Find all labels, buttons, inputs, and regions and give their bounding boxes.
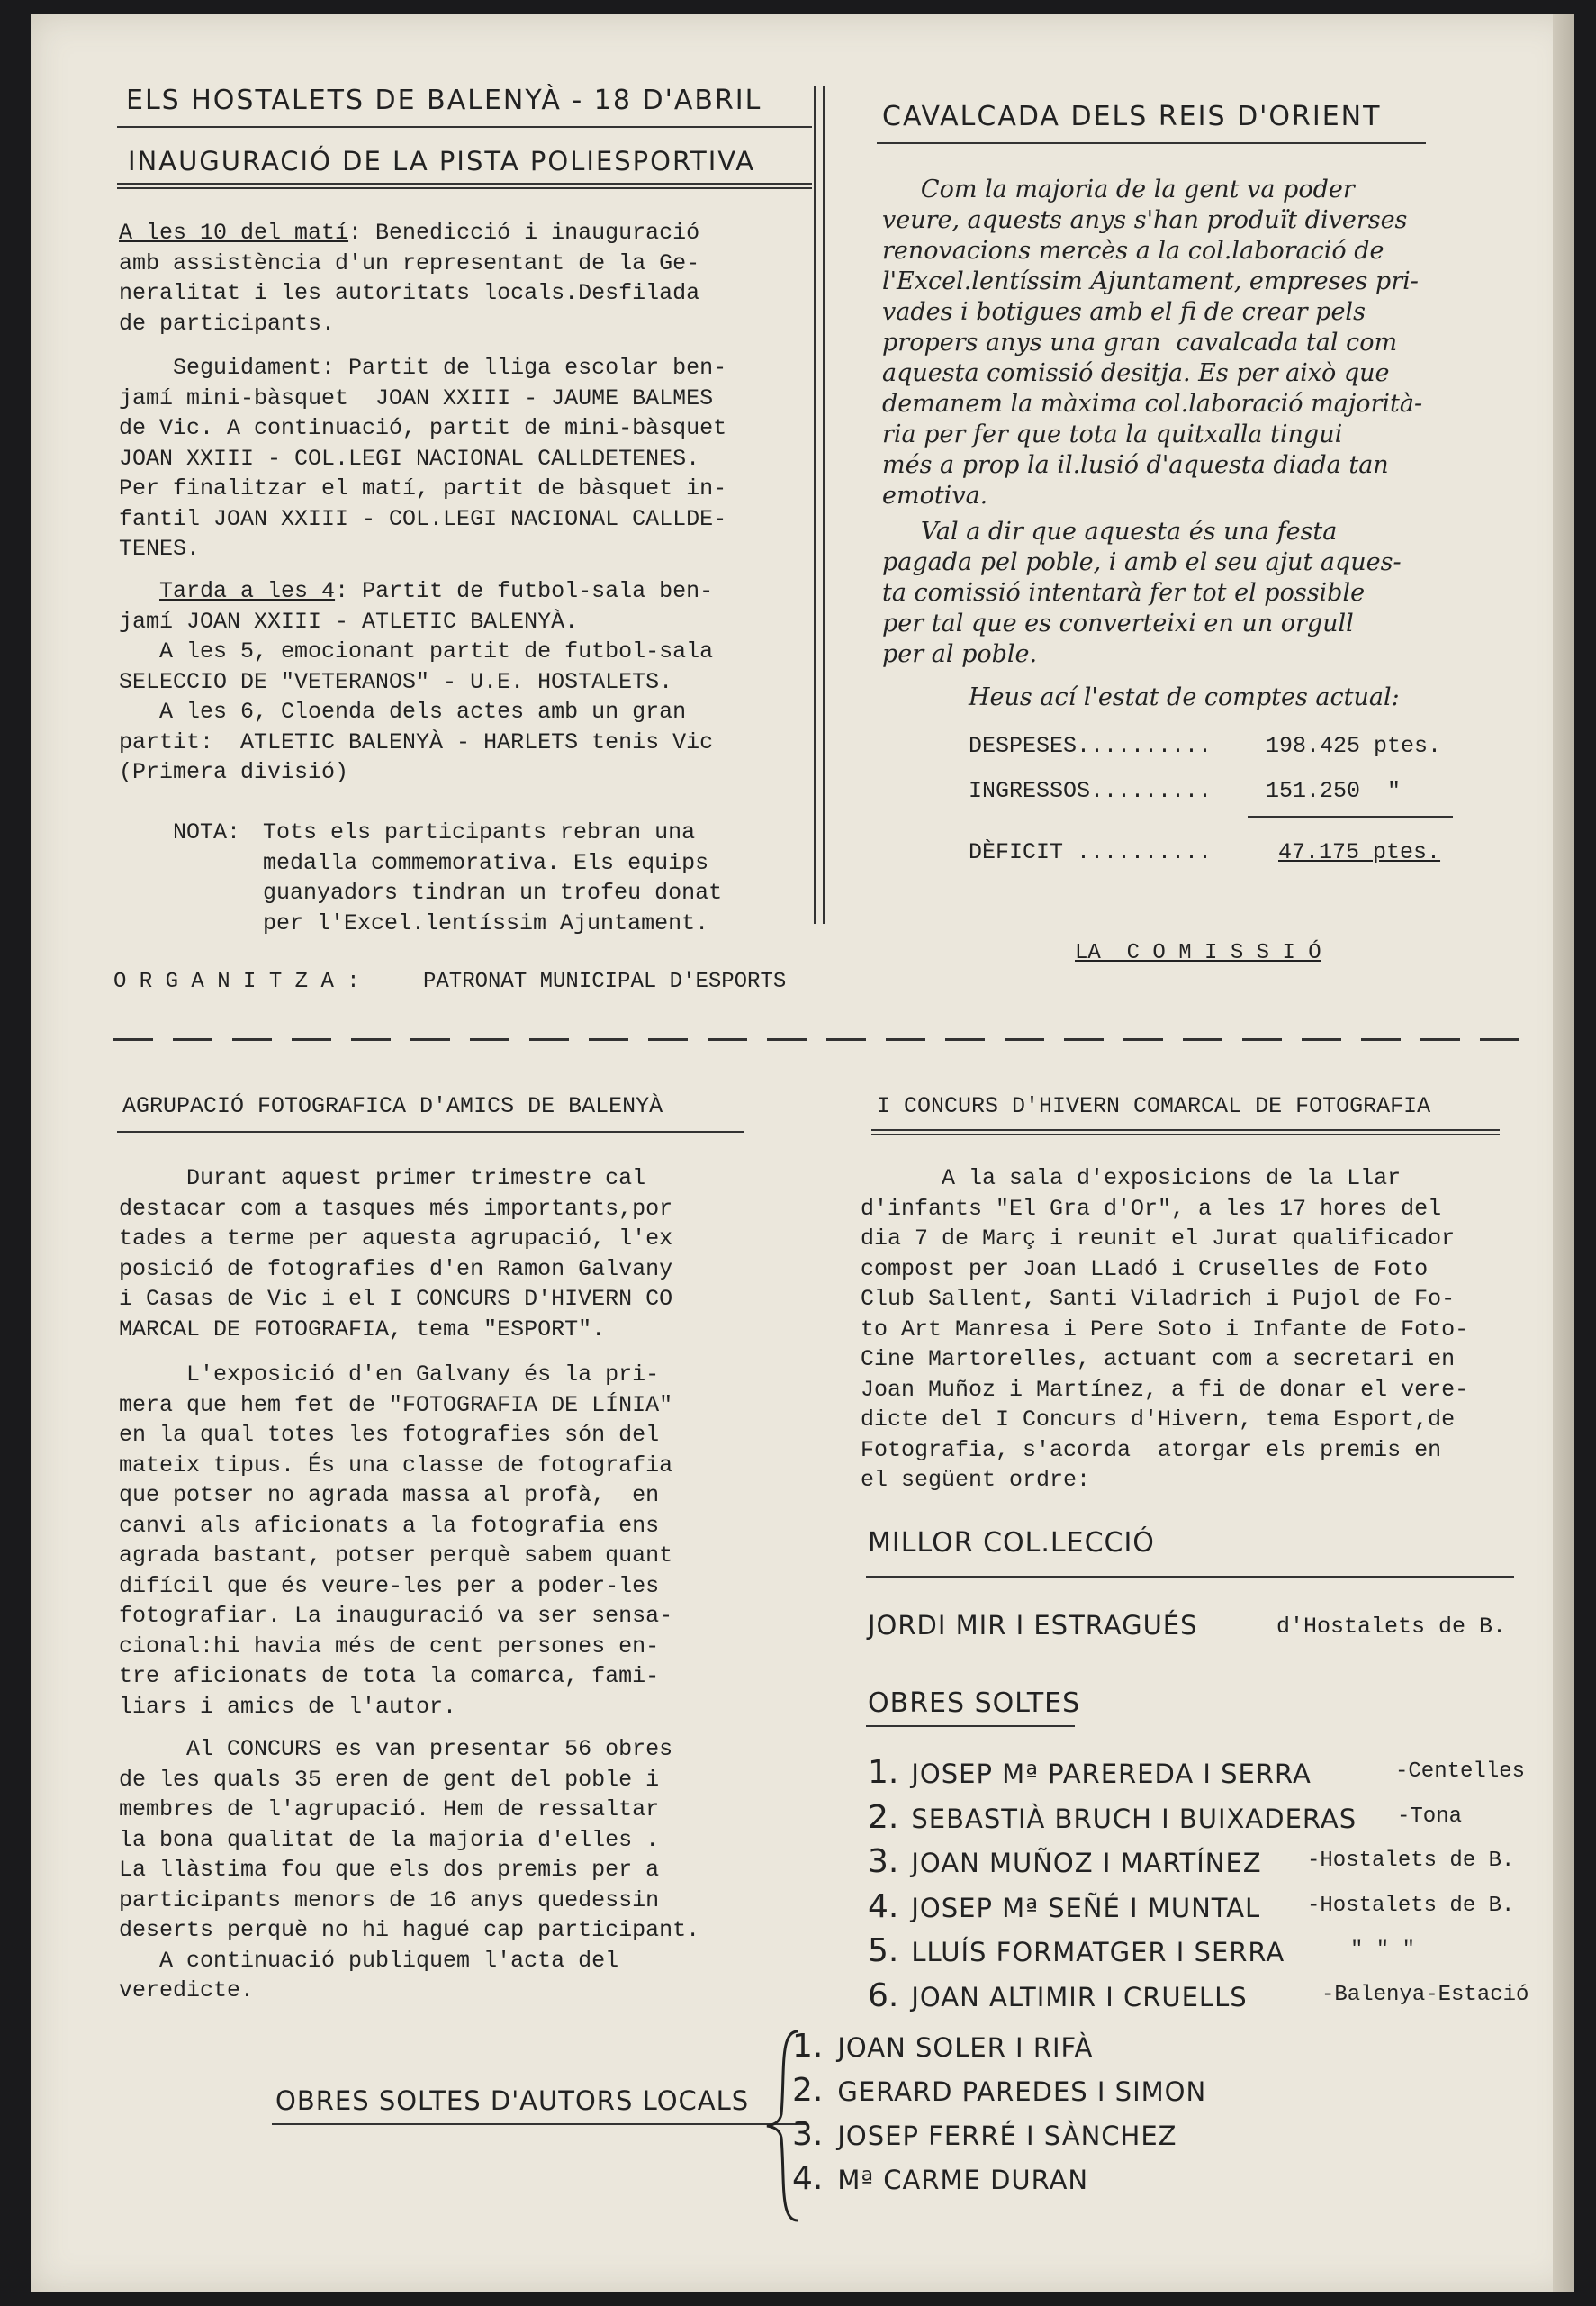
agrupacio-rule [117, 1131, 744, 1133]
list-item [792, 2072, 1206, 2109]
item-town: -Hostalets de B. [1307, 1893, 1515, 1918]
item-town: -Tona [1397, 1804, 1463, 1829]
list-item [868, 1843, 1262, 1880]
separator-dash [410, 1038, 450, 1041]
item-number: 1. [792, 2028, 824, 2065]
separator-dash [826, 1038, 866, 1041]
separator-dash [945, 1038, 985, 1041]
item-town: -Centelles [1395, 1759, 1526, 1784]
item-name: LLUÍS FORMATGER I SERRA [911, 1937, 1285, 1967]
concurs-header: I CONCURS D'HIVERN COMARCAL DE FOTOGRAFIA [877, 1093, 1431, 1119]
cavalcada-paragraph-1: Com la majoria de la gent va poder veure, aquests anys s'han produït diverses renovacions mercès a la col.laboració de l'Excel.lentíssim Ajuntament, empreses pri- vades i botigues amb el fi de crear pels propers anys una gran cavalcada tal com aquesta comissió desitja. Es per això que demanem la màxima col.laboració majorità- ria per fer que tota la quitxalla tingui més a prop la il.lusió d'aquesta diada tan emotiva. [882, 176, 1423, 510]
sports-subheader: INAUGURACIÓ DE LA PISTA POLIESPORTIVA [128, 146, 756, 176]
subheader-rule [117, 183, 812, 189]
header-rule [117, 126, 812, 128]
column-divider-left [814, 86, 816, 924]
separator-dash [232, 1038, 272, 1041]
best-collection-rule [866, 1576, 1514, 1578]
separator-dash [1480, 1038, 1519, 1041]
accounts-intro: Heus ací l'estat de comptes actual: [969, 683, 1400, 711]
agrupacio-paragraph-3: Al CONCURS es van presentar 56 obres de les quals 35 eren de gent del poble i membres de l'agrupació. Hem de ressaltar la bona qualitat de la majoria d'elles . La llàstima fou que els dos premis per a participants menors de 16 anys quedessin deserts perquè no hi hagué cap participant. A continuació publiquem l'acta del veredicte. [119, 1736, 700, 2003]
item-name: JOAN SOLER I RIFÀ [837, 2032, 1094, 2063]
afternoon-paragraph [119, 576, 713, 788]
list-item [792, 2160, 1088, 2197]
item-number: 6. [868, 1976, 899, 2014]
item-name: JOAN ALTIMIR I CRUELLS [911, 1981, 1248, 2012]
item-number: 5. [868, 1932, 899, 1969]
sports-header: ELS HOSTALETS DE BALENYÀ - 18 D'ABRIL [126, 85, 762, 116]
cavalcada-paragraph-2: Val a dir que aquesta és una festa pagada pel poble, i amb el seu ajut aques- ta comissió intentarà fer tot el possible per tal que es converteixi en un orgull per al poble. [882, 518, 1402, 668]
cavalcada-header: CAVALCADA DELS REIS D'ORIENT [882, 101, 1382, 132]
agrupacio-paragraph-1: Durant aquest primer trimestre cal destacar com a tasques més importants,por tades a terme per aquesta agrupació, l'ex posició de fotografies d'en Ramon Galvany i Casas de Vic i el I CONCURS D'HIVERN CO MARCAL DE FOTOGRAFIA, tema "ESPORT". [119, 1165, 673, 1343]
separator-dash [1420, 1038, 1460, 1041]
list-item [868, 1799, 1357, 1836]
separator-dash [173, 1038, 212, 1041]
deficit-label: DÈFICIT .......... [969, 839, 1213, 865]
separator-dash [1064, 1038, 1104, 1041]
separator-dash [1302, 1038, 1341, 1041]
column-divider-right [823, 86, 825, 924]
list-item [868, 1754, 1312, 1791]
separator-dash [1005, 1038, 1044, 1041]
single-works-rule [866, 1725, 1075, 1727]
concurs-paragraph: A la sala d'exposicions de la Llar d'infants "El Gra d'Or", a les 17 hores del dia 7 de Març i reunit el Jurat qualificador compost per Joan LLadó i Cruselles de Foto Club Sallent, Santi Viladrich i Pujol de Fo- to Art Manresa i Pere Soto i Infante de Foto- Cine Martorelles, actuant com a secretari en Joan Muñoz i Martínez, a fi de donar el vere- dicte del I Concurs d'Hivern, tema Esport,de Fotografia, s'acorda atorgar els premis en el següent ordre: [861, 1165, 1469, 1493]
separator-dash [648, 1038, 688, 1041]
item-name: JOSEP Mª SEÑÉ I MUNTAL [911, 1892, 1261, 1923]
nota-text: Tots els participants rebran una medalla commemorativa. Els equips guanyadors tindran un trofeu donat per l'Excel.lentíssim Ajuntament. [263, 819, 723, 936]
cavalcada-rule [877, 142, 1426, 144]
local-authors-label: OBRES SOLTES D'AUTORS LOCALS [275, 2085, 750, 2116]
page-spine [1553, 14, 1574, 2292]
list-item [868, 1932, 1285, 1969]
deficit-value: 47.175 ptes. [1278, 839, 1441, 865]
list-item [868, 1977, 1248, 2014]
morning-paragraph [119, 218, 699, 339]
list-item [792, 2116, 1177, 2153]
item-number: 3. [792, 2116, 824, 2153]
item-number: 1. [868, 1754, 899, 1791]
sum-rule [1248, 816, 1453, 818]
item-number: 2. [792, 2072, 824, 2109]
item-name: SEBASTIÀ BRUCH I BUIXADERAS [911, 1803, 1357, 1834]
separator-dash [292, 1038, 331, 1041]
afternoon-lead: Tarda a les 4 [159, 578, 336, 604]
separator-dash [470, 1038, 509, 1041]
separator-dash [1123, 1038, 1163, 1041]
afternoon-text: : Partit de futbol-sala ben- jamí JOAN XXIII - ATLETIC BALENYÀ. A les 5, emocionant partit de futbol-sala SELECCIO DE "VETERANOS" - U.E. HOSTALETS. A les 6, Cloenda dels actes amb un gran partit: ATLETIC BALENYÀ - HARLETS tenis Vic (Primera divisió) [119, 578, 714, 785]
item-number: 4. [868, 1887, 899, 1925]
nota-label: NOTA: [173, 819, 241, 846]
local-authors-rule [272, 2123, 807, 2125]
single-works-title: OBRES SOLTES [868, 1687, 1081, 1719]
separator-dash [708, 1038, 747, 1041]
newsletter-page [31, 14, 1574, 2292]
agrupacio-header: AGRUPACIÓ FOTOGRAFICA D'AMICS DE BALENYÀ [122, 1093, 663, 1119]
ingressos-value: 151.250 " [1266, 778, 1402, 804]
despeses-label: DESPESES.......... [969, 733, 1213, 759]
separator-dash [767, 1038, 807, 1041]
list-item [792, 2028, 1093, 2065]
separator-dash [529, 1038, 569, 1041]
list-item [868, 1888, 1260, 1925]
item-number: 3. [868, 1843, 899, 1880]
item-name: GERARD PAREDES I SIMON [837, 2076, 1207, 2107]
commission-signature: LA C O M I S S I Ó [1075, 941, 1321, 965]
separator-dash [1183, 1038, 1222, 1041]
best-collection-winner: JORDI MIR I ESTRAGUÉS [868, 1610, 1198, 1641]
best-collection-title: MILLOR COL.LECCIÓ [868, 1527, 1155, 1559]
best-collection-town: d'Hostalets de B. [1276, 1614, 1507, 1640]
concurs-rule [871, 1129, 1500, 1135]
separator-dash [589, 1038, 628, 1041]
item-number: 2. [868, 1798, 899, 1836]
item-number: 4. [792, 2160, 824, 2197]
ingressos-label: INGRESSOS......... [969, 778, 1213, 804]
separator-dash [113, 1038, 153, 1041]
agrupacio-paragraph-2: L'exposició d'en Galvany és la pri- mera que hem fet de "FOTOGRAFIA DE LÍNIA" en la qual totes les fotografies són del mateix tipus. És una classe de fotografia que potser no agrada massa al profà, en canvi als aficionats a la fotografia ens agrada bastant, potser perquè sabem quant difícil que és veure-les per a poder-les fotografiar. La inauguració va ser sensa- cional:hi havia més de cent persones en- tre aficionats de tota la comarca, fami- liars i amics de l'autor. [119, 1361, 673, 1720]
item-name: Mª CARME DURAN [837, 2165, 1089, 2195]
separator-dash [1361, 1038, 1401, 1041]
morning-lead: A les 10 del matí [119, 220, 349, 246]
item-name: JOSEP FERRÉ I SÀNCHEZ [837, 2121, 1177, 2151]
separator-dash [351, 1038, 391, 1041]
separator-dash [886, 1038, 925, 1041]
item-town: -Hostalets de B. [1307, 1849, 1515, 1873]
item-name: JOAN MUÑOZ I MARTÍNEZ [911, 1848, 1262, 1878]
midday-paragraph: Seguidament: Partit de lliga escolar ben- jamí mini-bàsquet JOAN XXIII - JAUME BALMES de Vic. A continuació, partit de mini-bàsquet JOAN XXIII - COL.LEGI NACIONAL CALLDETENES. Per finalitzar el matí, partit de bàsquet in- fantil JOAN XXIII - COL.LEGI NACIONAL CALLDE- TENES. [119, 355, 727, 562]
despeses-value: 198.425 ptes. [1266, 733, 1442, 759]
organizer-name: PATRONAT MUNICIPAL D'ESPORTS [423, 970, 787, 994]
item-name: JOSEP Mª PAREREDA I SERRA [911, 1759, 1312, 1789]
organitza-label: O R G A N I T Z A : [113, 970, 360, 994]
item-town: " " " [1350, 1938, 1416, 1962]
morning-text: : Benedicció i inauguració amb assistència d'un representant de la Ge- neralitat i les autoritats locals.Desfilada de participants. [119, 220, 700, 337]
item-town: -Balenya-Estació [1321, 1982, 1529, 2007]
separator-dash [1242, 1038, 1282, 1041]
